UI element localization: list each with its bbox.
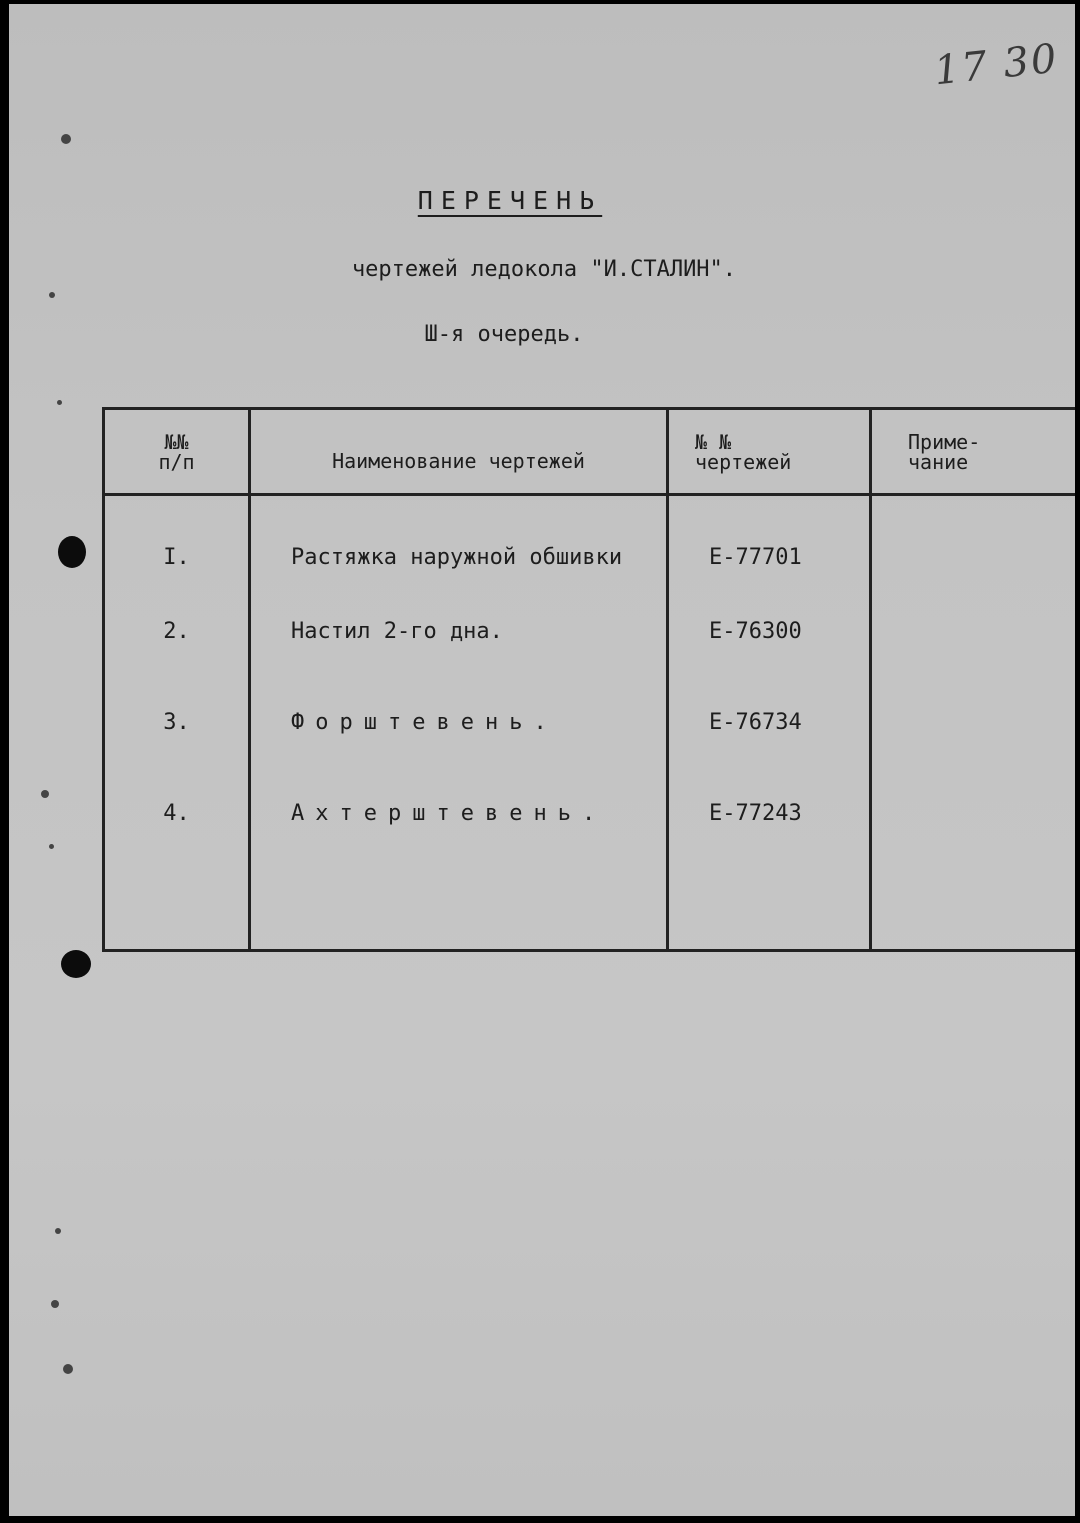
header-number-line2: п/п (158, 449, 195, 474)
header-number-line1: №№ (164, 429, 189, 454)
filler-cell (250, 859, 668, 950)
row-name: Ахтерштевень. (250, 768, 668, 859)
drawings-table (102, 407, 1075, 952)
row-code: Е-76300 (668, 586, 871, 677)
header-code-line2: чертежей (695, 449, 792, 474)
queue-label: Ш-я очередь. (424, 322, 584, 347)
filler-cell (104, 859, 250, 950)
document-page (9, 4, 1075, 1516)
table-filler-row (104, 859, 1076, 950)
punch-mark (49, 292, 55, 298)
folio-number: 17 30 (931, 35, 1061, 95)
row-number: 2. (104, 586, 250, 677)
row-number: 3. (104, 677, 250, 768)
header-name: Наименование чертежей (250, 409, 668, 495)
punch-mark (51, 1300, 59, 1308)
punch-mark (49, 844, 54, 849)
row-number: I. (104, 495, 250, 586)
row-code: Е-77701 (668, 495, 871, 586)
row-name: Настил 2-го дна. (250, 586, 668, 677)
row-name: Форштевень. (250, 677, 668, 768)
table-row (104, 495, 1076, 586)
table-header-row (104, 409, 1076, 495)
punch-mark (61, 134, 71, 144)
punch-hole (61, 950, 91, 978)
document-subtitle: чертежей ледокола "И.СТАЛИН". (351, 257, 737, 282)
row-note (871, 677, 1076, 768)
punch-mark (57, 400, 62, 405)
header-note (871, 409, 1076, 495)
row-note (871, 768, 1076, 859)
table-row (104, 768, 1076, 859)
punch-mark (41, 790, 49, 798)
filler-cell (871, 859, 1076, 950)
header-code (668, 409, 871, 495)
header-note-line2: чание (908, 449, 969, 474)
row-code: Е-77243 (668, 768, 871, 859)
table-row (104, 586, 1076, 677)
row-note (871, 586, 1076, 677)
punch-mark (63, 1364, 73, 1374)
document-title: ПЕРЕЧЕНЬ (417, 186, 603, 215)
row-number: 4. (104, 768, 250, 859)
header-code-line1: № № (695, 429, 732, 454)
header-number (104, 409, 250, 495)
punch-hole (58, 536, 86, 568)
table-row (104, 677, 1076, 768)
row-code: Е-76734 (668, 677, 871, 768)
header-note-line1: Приме- (908, 429, 981, 454)
punch-mark (55, 1228, 61, 1234)
row-note (871, 495, 1076, 586)
filler-cell (668, 859, 871, 950)
row-name: Растяжка наружной обшивки (250, 495, 668, 586)
